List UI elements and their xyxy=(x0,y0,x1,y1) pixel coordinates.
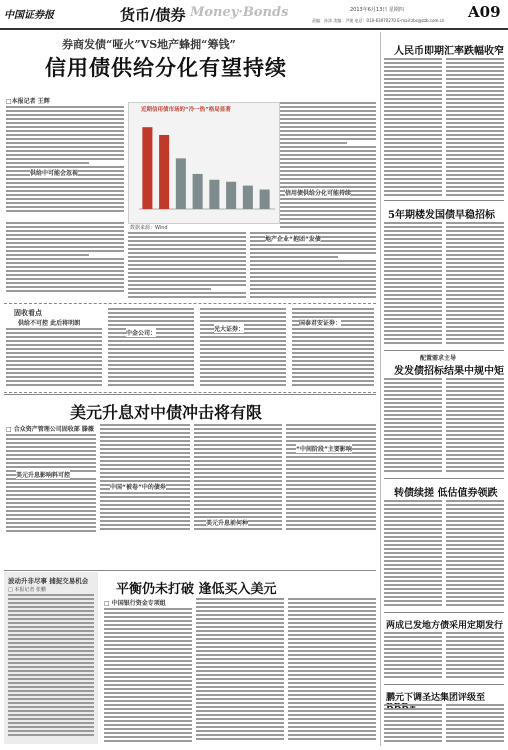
mid-subhead-3: 美元升息前何种 xyxy=(206,520,249,527)
chart-bar xyxy=(159,135,169,209)
chart-svg xyxy=(129,113,279,223)
right-title-2: 5年期楼发国债早稳招标 xyxy=(388,210,495,221)
box-sub-1: 供给不可控 此后将明朗 xyxy=(18,320,81,327)
box-sub-3: 光大证券： xyxy=(214,326,245,333)
masthead xyxy=(0,0,508,30)
box-sub-2: 中金公司： xyxy=(126,330,157,337)
left-box xyxy=(4,572,98,744)
bottom-box-title: □ 中国银行资金专项组 xyxy=(104,600,166,607)
left-box-byline: □ 本报记者 张鹏 xyxy=(8,587,46,593)
chart-bar xyxy=(226,182,236,209)
chart-bar xyxy=(142,127,152,209)
fixed-income-box xyxy=(4,303,376,393)
mid-subhead-4: “中间阶段”主要影响 xyxy=(296,446,352,453)
section-title: 货币/债券 xyxy=(120,6,186,24)
right-title-1: 人民币即期汇率跌幅收窄 xyxy=(394,46,504,57)
lead-kicker: 券商发债“哑火”VS地产蜂拥“筹钱” xyxy=(62,38,236,51)
lead-headline: 信用债供给分化有望持续 xyxy=(45,55,287,80)
mid-subhead-2: 中国“被卷”中的债券 xyxy=(110,484,166,491)
chart-note: 数据来源：Wind xyxy=(130,225,168,231)
lead-byline: □本报记者 王辉 xyxy=(6,98,50,105)
right-title-3: 发发债招标结果中规中矩 xyxy=(394,366,504,377)
lead-subhead-1: 供给中可能会忽视 xyxy=(30,170,79,177)
right-kicker-3: 配置需求主导 xyxy=(420,355,457,362)
left-box-title: 波动升非尽事 捕捉交易机会 xyxy=(8,577,89,585)
chart-title: 近期信用债市场的“冷一热”格局显著 xyxy=(141,107,231,113)
bottom-headline: 平衡仍未打破 逢低买入美元 xyxy=(116,582,277,597)
right-title-6: 鹏元下调圣达集团评级至 xyxy=(386,693,486,703)
chart-bar xyxy=(209,180,219,209)
paper-name: 中国证券报 xyxy=(4,10,54,21)
lead-subhead-3: 地产企业“抱团”发债 xyxy=(265,236,321,243)
box-title: 固收看点 xyxy=(14,309,42,317)
chart-bar xyxy=(260,190,270,209)
right-title-4: 转债续搓 低估值券领跌 xyxy=(394,488,498,499)
mid-subhead-1: 美元升息影响料可控 xyxy=(16,472,71,479)
mid-box-title: □ 合众资产管理公司固收部 滕薇 xyxy=(6,426,94,433)
chart-bar xyxy=(176,158,186,209)
right-title-5: 两成已发地方债采用定期发行 xyxy=(386,621,504,631)
lead-subhead-2: 信用债供给分化可能持续 xyxy=(285,190,352,197)
page-number: A09 xyxy=(468,3,501,21)
chart-container xyxy=(128,102,280,224)
chart-bar xyxy=(193,174,203,209)
box-sub-4: 国泰君安证券： xyxy=(299,320,342,327)
section-en: Money·Bonds xyxy=(190,5,289,20)
editor-line: 责编：孙涛 美编：尹建 电话：010-63070270 E-mail:zbs@zzb.com.cn xyxy=(312,18,445,23)
date-line: 2013年6月13日 星期四 xyxy=(350,7,404,13)
mid-headline: 美元升息对中债冲击将有限 xyxy=(70,403,263,422)
chart-bar xyxy=(243,186,253,209)
